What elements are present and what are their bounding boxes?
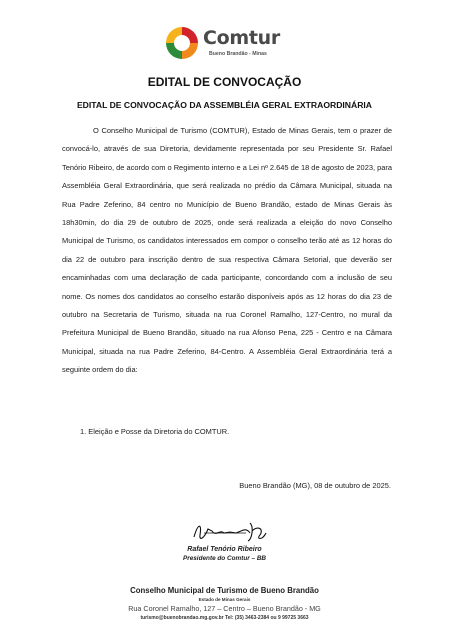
footer-organization: Conselho Municipal de Turismo de Bueno Brandão bbox=[130, 586, 319, 595]
document-title: EDITAL DE CONVOCAÇÃO bbox=[147, 75, 302, 89]
handwritten-signature bbox=[190, 519, 270, 545]
comtur-swirl-icon bbox=[163, 24, 201, 62]
agenda-list bbox=[80, 427, 229, 436]
document-body: O Conselho Municipal de Turismo (COMTUR), Estado de Minas Gerais, tem o prazer de convocá-lo, através de sua Diretoria, devidamente representada por seu Presidente Sr. Rafael Tenório Ribeiro, de acordo com o Regimento interno e a Lei nº 2.645 de 18 de agosto de 2023, para Assembléia Geral Extraordinária, que será realizada no prédio da Câmara Municipal, situada na Rua Padre Zeferino, 84 centro no Município de Bueno Brandão, estado de Minas Gerais às 18h30min, do dia 29 de outubro de 2025, onde será realizada a eleição do novo Conselho Municipal de Turismo, os candidatos interessados em compor o conselho terão até as 12 horas do dia 22 de outubro para inscrição dentro de sua respectiva Câmara Setorial, que deverão ser encaminhadas com uma declaração de cada participante, concordando com a inclusão de seu nome. Os nomes dos candidatos ao conselho estarão disponíveis após as 12 horas do dia 23 de outubro na Secretaria de Turismo, situada na rua Coronel Ramalho, 127-Centro, no mural da Prefeitura Municipal de Bueno Brandão, situado na rua Afonso Pena, 225 - Centro e na Câmara Municipal, situada na rua Padre Zeferino, 84-Centro. A Assembléia Geral Extraordinária terá a seguinte ordem do dia: bbox=[62, 126, 392, 375]
signer-role: Presidente do Comtur – BB bbox=[182, 555, 267, 562]
document-subtitle: EDITAL DE CONVOCAÇÃO DA ASSEMBLÉIA GERAL EXTRAORDINÁRIA bbox=[76, 100, 373, 110]
comtur-logo bbox=[163, 24, 293, 64]
footer-state: Estado de Minas Gerais bbox=[198, 597, 251, 602]
agenda-item: 1. Eleição e Posse da Diretoria do COMTUR. bbox=[80, 427, 230, 436]
logo-tagline: Bueno Brandão - Minas bbox=[209, 51, 267, 57]
signer-name: Rafael Tenório Ribeiro bbox=[187, 546, 262, 553]
logo-name: Comtur bbox=[203, 27, 280, 49]
footer-contact: turismo@buenobrandao.mg.gov.br Tel: (35) 3463-2384 ou 9 99725 3663 bbox=[140, 615, 309, 621]
date-line: Bueno Brandão (MG), 08 de outubro de 2025. bbox=[239, 481, 391, 490]
footer-address: Rua Coronel Ramalho, 127 – Centro – Bueno Brandão - MG bbox=[128, 604, 321, 613]
